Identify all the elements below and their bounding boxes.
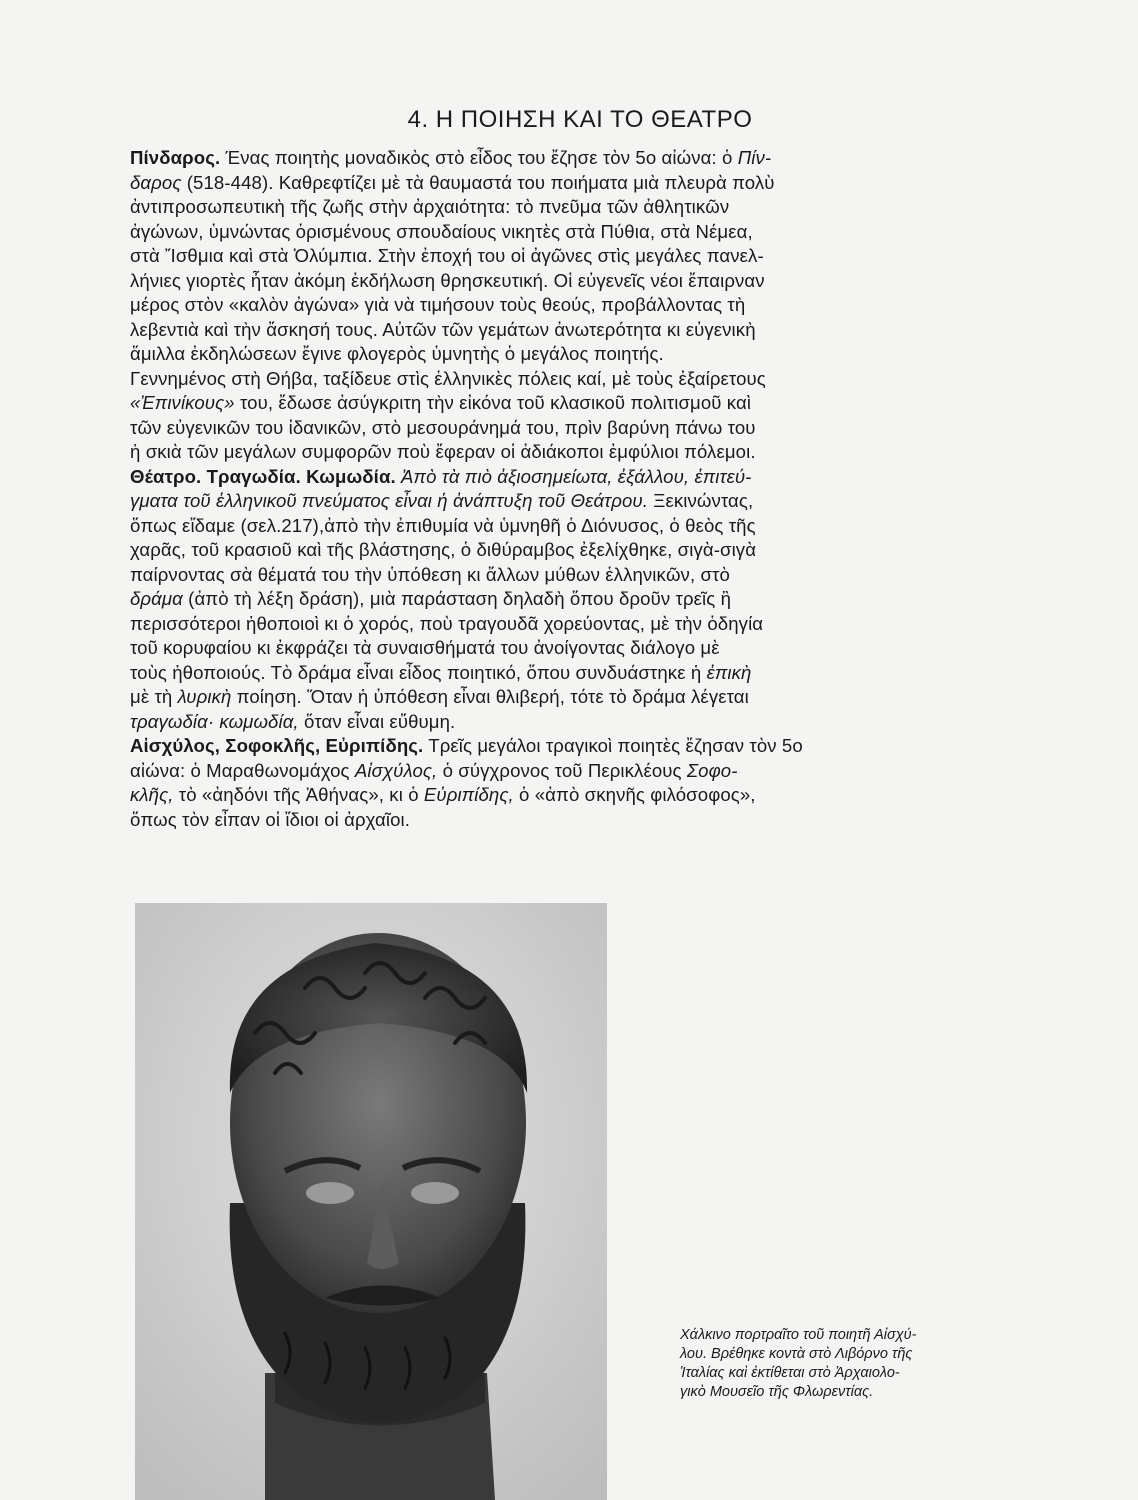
text-line: τῶν εὐγενικῶν του ἰδανικῶν, στὸ μεσουράνημά του, πρὶν βαρύνη πάνω του (130, 416, 756, 438)
text-line: περισσότεροι ἠθοποιοὶ κι ὁ χορός, ποὺ τραγουδᾶ χορεύοντας, μὲ τὴν ὁδηγία (130, 612, 764, 634)
text-line: στὰ Ἴσθμια καὶ στὰ Ὀλύμπια. Στὴν ἐποχή του οἱ ἀγῶνες στὶς μεγάλες πανελ- (130, 245, 764, 266)
text-line: λεβεντιὰ καὶ τὴν ἄσκησή τους. Αὐτῶν τῶν γεμάτων ἀνωτερότητα κι εὐγενικὴ (130, 318, 756, 340)
text-line: ἅμιλλα ἐκδηλώσεων ἔγινε φλογερὸς ὑμνητὴς ὁ μεγάλος ποιητής. (130, 343, 664, 364)
text-line: κλῆς, τὸ «ἀηδόνι τῆς Ἀθήνας», κι ὁ Εὐριπίδης, ὁ «ἀπὸ σκηνῆς φιλόσοφος», (130, 784, 756, 805)
text-line: μέρος στὸν «καλὸν ἀγώνα» γιὰ νὰ τιμήσουν τοὺς θεούς, προβάλλοντας τὴ (130, 294, 746, 315)
text-line: δαρος (518-448). Καθρεφτίζει μὲ τὰ θαυμαστά του ποιήματα μιὰ πλευρὰ πολὺ (130, 171, 775, 193)
caption-line: Ἰταλίας καὶ ἐκτίθεται στὸ Ἀρχαιολο- (680, 1365, 900, 1381)
text-line: λήνιες γιορτὲς ἦταν ἀκόμη ἐκδήλωση θρησκευτική. Οἱ εὐγενεῖς νέοι ἔπαιρναν (130, 269, 765, 291)
photo-caption (680, 1326, 1040, 1402)
text-line: Γεννημένος στὴ Θήβα, ταξίδευε στὶς ἑλληνικὲς πόλεις καί, μὲ τοὺς ἐξαίρετους (130, 367, 766, 389)
text-line: Πίνδαρος. Ένας ποιητὴς μοναδικὸς στὸ εἶδος του ἔζησε τὸν 5ο αἰώνα: ὁ Πίν- (130, 147, 772, 168)
text-line: ἀντιπροσωπευτικὴ τῆς ζωῆς στὴν ἀρχαιότητα: τὸ πνεῦμα τῶν ἀθλητικῶν (130, 196, 730, 217)
caption-line: Χάλκινο πορτραῖτο τοῦ ποιητῆ Αἰσχύ- (680, 1327, 917, 1343)
text-line: γματα τοῦ ἑλληνικοῦ πνεύματος εἶναι ἡ ἀνάπτυξη τοῦ Θεάτρου. Ξεκινώντας, (130, 490, 754, 511)
text-line: τοὺς ἠθοποιούς. Τὸ δράμα εἶναι εἶδος ποιητικό, ὅπου συνδυάστηκε ἡ ἐπικὴ (130, 661, 752, 683)
text-line: χαρᾶς, τοῦ κρασιοῦ καὶ τῆς βλάστησης, ὁ διθύραμβος ἐξελίχθηκε, σιγὰ-σιγὰ (130, 539, 757, 560)
text-line: Θέατρο. Τραγωδία. Κωμωδία. Ἀπὸ τὰ πιὸ ἀξιοσημείωτα, ἐξάλλου, ἐπιτεύ- (130, 465, 752, 487)
caption-line: γικὸ Μουσεῖο τῆς Φλωρεντίας. (680, 1384, 874, 1400)
text-line: ὅπως εἴδαμε (σελ.217),ἀπὸ τὴν ἐπιθυμία νὰ ὑμνηθῆ ὁ Διόνυσος, ὁ θεὸς τῆς (130, 514, 756, 536)
text-line: ἀγώνων, ὑμνώντας ὁρισμένους σπουδαίους νικητὲς στὰ Πύθια, στὰ Νέμεα, (130, 220, 753, 242)
bust-photo (135, 903, 607, 1500)
text-line: μὲ τὴ λυρικὴ ποίηση. Ὅταν ἡ ὑπόθεση εἶναι θλιβερή, τότε τὸ δράμα λέγεται (130, 686, 749, 707)
body-text (130, 146, 1028, 832)
text-line: παίρνοντας σὰ θέματά του τὴν ὑπόθεση κι ἄλλων μύθων ἑλληνικῶν, στὸ (130, 563, 730, 585)
caption-line: λου. Βρέθηκε κοντὰ στὸ Λιβόρνο τῆς (680, 1346, 913, 1362)
section-heading: 4. Η ΠΟΙΗΣΗ ΚΑΙ ΤΟ ΘΕΑΤΡΟ (407, 106, 753, 133)
text-line: ὅπως τὸν εἶπαν οἱ ἴδιοι οἱ ἀρχαῖοι. (130, 808, 411, 830)
bust-image (135, 903, 607, 1500)
theatre-label: Θέατρο. Τραγωδία. Κωμωδία. (130, 465, 396, 487)
pindar-label: Πίνδαρος. (130, 147, 221, 168)
text-line: «Ἐπινίκους» του, ἔδωσε ἀσύγκριτη τὴν εἰκόνα τοῦ κλασικοῦ πολιτισμοῦ καὶ (130, 392, 752, 413)
text-line: τραγωδία· κωμωδία, ὅταν εἶναι εὔθυμη. (130, 710, 456, 732)
tragedians-label: Αἰσχύλος, Σοφοκλῆς, Εὐριπίδης. (130, 735, 424, 756)
text-line: ἡ σκιὰ τῶν μεγάλων συμφορῶν ποὺ ἔφεραν οἱ ἀδιάκοποι ἐμφύλιοι πόλεμοι. (130, 441, 756, 462)
text-line: τοῦ κορυφαίου κι ἐκφράζει τὰ συναισθήματά του ἀνοίγοντας διάλογο μὲ (130, 637, 720, 658)
text-line: αἰώνα: ὁ Μαραθωνομάχος Αἰσχύλος, ὁ σύγχρονος τοῦ Περικλέους Σοφο- (130, 759, 738, 781)
text-line: δράμα (ἀπὸ τὴ λέξη δράση), μιὰ παράσταση δηλαδὴ ὅπου δροῦν τρεῖς ἢ (130, 588, 732, 609)
text-line: Αἰσχύλος, Σοφοκλῆς, Εὐριπίδης. Τρεῖς μεγάλοι τραγικοὶ ποιητὲς ἔζησαν τὸν 5ο (130, 735, 803, 756)
